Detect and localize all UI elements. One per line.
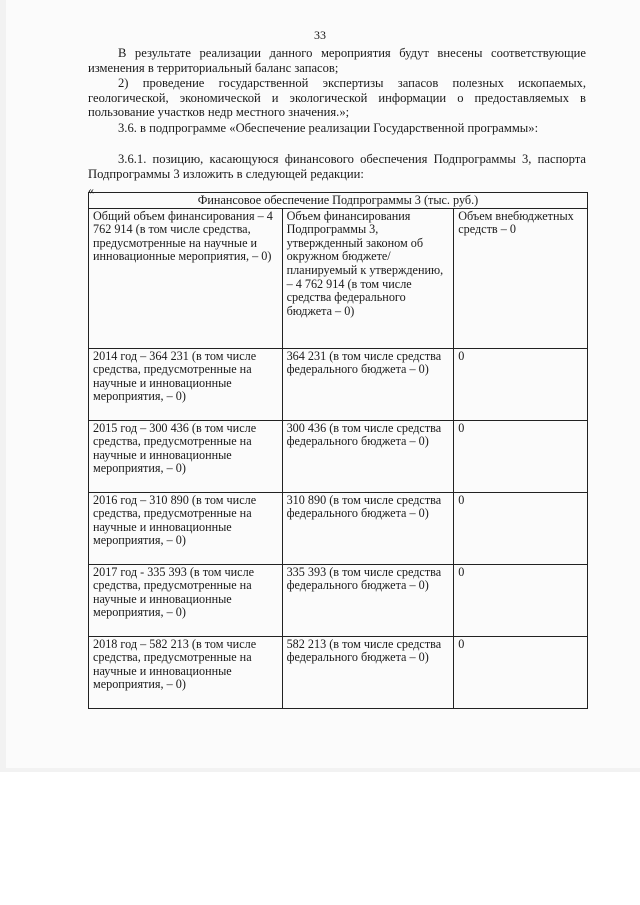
row-extrabudgetary: 0 [454,564,588,636]
paragraph-1: В результате реализации данного мероприятия будут внесены соответствующие изменения в территориальный баланс запасов; [88,46,586,75]
table-caption: Финансовое обеспечение Подпрограммы 3 (тыс. руб.) [89,193,588,209]
header-subprogram-financing: Объем финансирования Подпрограммы 3, утвержденный законом об окружном бюджете/планируемый к утверждению, – 4 762 914 (в том числе средства федерального бюджета – 0) [282,208,454,348]
row-federal-budget: 335 393 (в том числе средства федерального бюджета – 0) [282,564,454,636]
table-row [89,492,588,564]
row-year-total: 2017 год - 335 393 (в том числе средства, предусмотренные на научные и инновационные мероприятия, – 0) [89,564,283,636]
header-extrabudgetary: Объем внебюджетных средств – 0 [454,208,588,348]
row-federal-budget: 364 231 (в том числе средства федерального бюджета – 0) [282,348,454,420]
row-extrabudgetary: 0 [454,348,588,420]
table-row [89,636,588,708]
paragraph-3: 3.6. в подпрограмме «Обеспечение реализации Государственной программы»: [118,121,539,135]
paragraph-2: 2) проведение государственной экспертизы запасов полезных ископаемых, геологической, экономической и экологической информации о предоставляемых в пользование участков недр местного значения.»; [88,76,586,119]
row-year-total: 2018 год – 582 213 (в том числе средства, предусмотренные на научные и инновационные мероприятия, – 0) [89,636,283,708]
table-row [89,420,588,492]
row-extrabudgetary: 0 [454,636,588,708]
table-header-row [89,208,588,348]
table-row [89,348,588,420]
row-extrabudgetary: 0 [454,492,588,564]
row-federal-budget: 582 213 (в том числе средства федерального бюджета – 0) [282,636,454,708]
opening-quote: « [88,183,94,197]
header-total-financing: Общий объем финансирования – 4 762 914 (в том числе средства, предусмотренные на научные и инновационные мероприятия, – 0) [89,208,283,348]
row-extrabudgetary: 0 [454,420,588,492]
page-number: 33 [314,28,326,42]
row-year-total: 2016 год – 310 890 (в том числе средства, предусмотренные на научные и инновационные мероприятия, – 0) [89,492,283,564]
financing-table [88,192,588,709]
row-year-total: 2015 год – 300 436 (в том числе средства, предусмотренные на научные и инновационные мероприятия, – 0) [89,420,283,492]
blank-area [0,772,640,905]
row-year-total: 2014 год – 364 231 (в том числе средства, предусмотренные на научные и инновационные мероприятия, – 0) [89,348,283,420]
paragraph-4: 3.6.1. позицию, касающуюся финансового обеспечения Подпрограммы 3, паспорта Подпрограммы 3 изложить в следующей редакции: [88,152,586,181]
row-federal-budget: 310 890 (в том числе средства федерального бюджета – 0) [282,492,454,564]
table-caption-row [89,193,588,209]
table-row [89,564,588,636]
row-federal-budget: 300 436 (в том числе средства федерального бюджета – 0) [282,420,454,492]
